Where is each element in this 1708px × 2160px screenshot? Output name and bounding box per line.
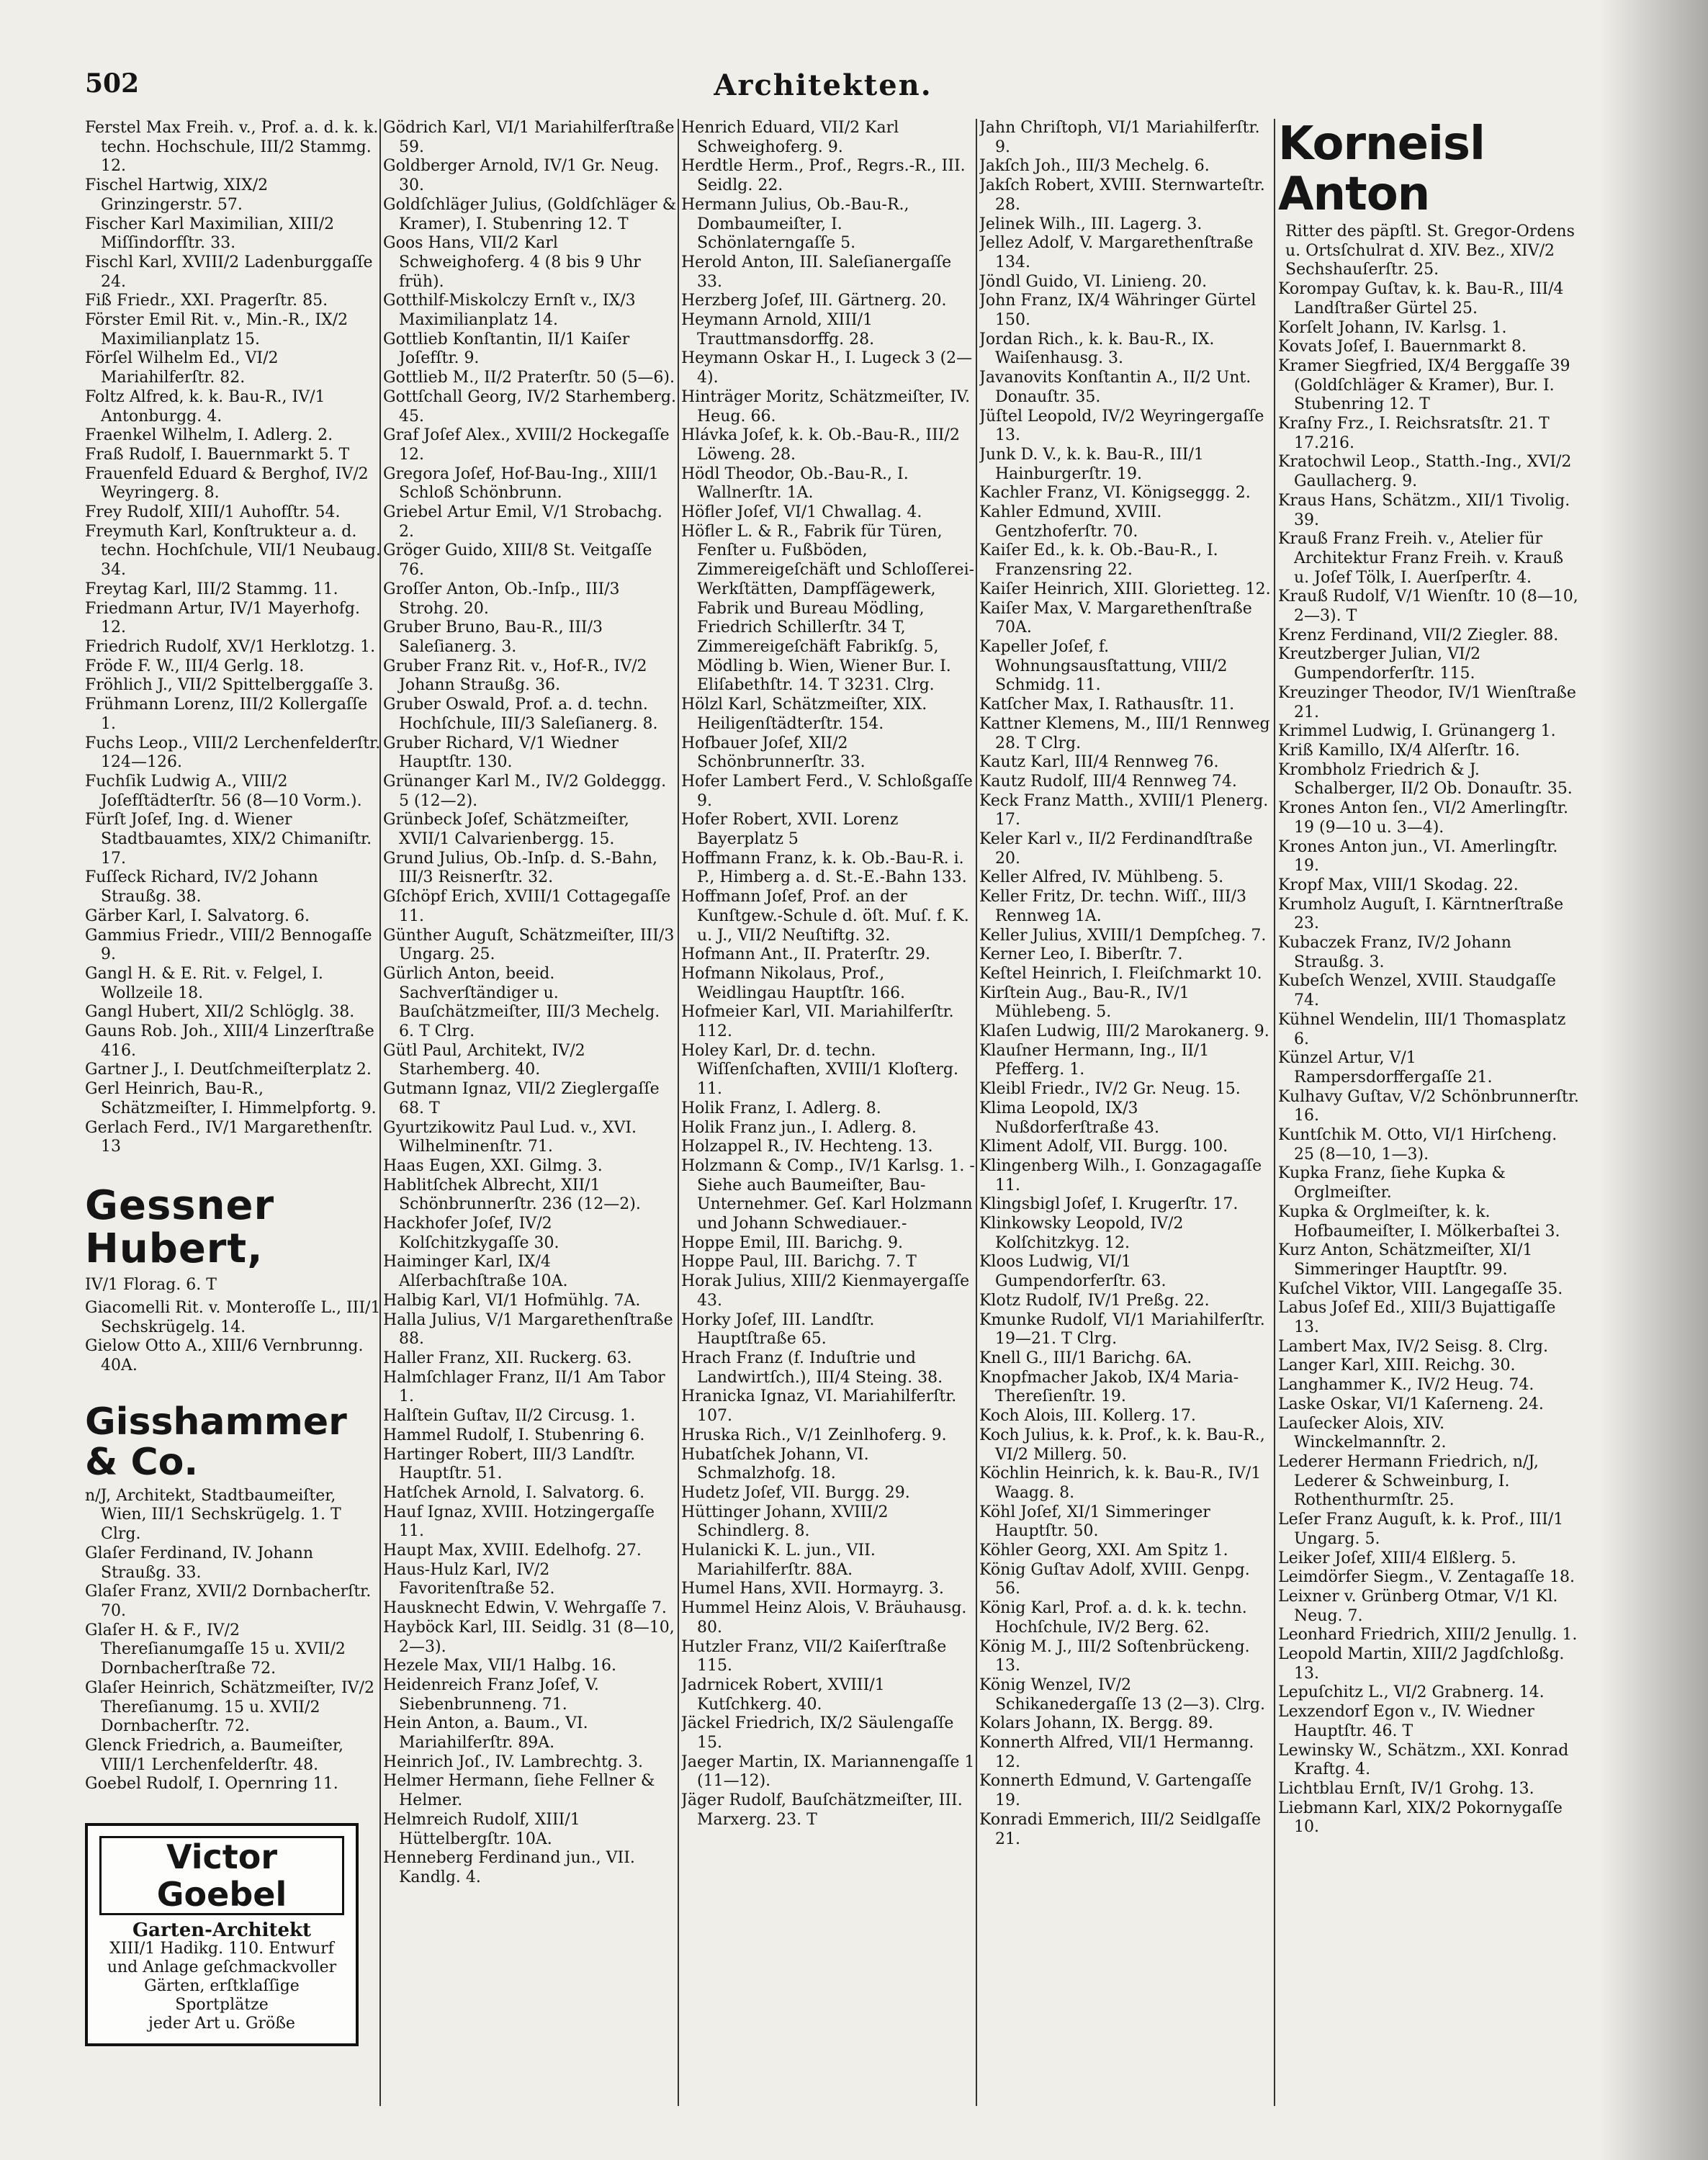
directory-entry: Glaſer Franz, XVII/2 Dornbacherſtr. 70. — [85, 1583, 372, 1620]
directory-entry: Kautz Karl, III/4 Rennweg 76. — [979, 753, 1219, 772]
ad-gessner-name: Gessner Hubert, — [85, 1182, 275, 1272]
directory-entry: Krumholz Auguſt, I. Kärntnerſtraße 23. — [1278, 895, 1564, 933]
directory-entry: Kriß Kamillo, IX/4 Alſerſtr. 16. — [1278, 741, 1520, 760]
directory-entry: Halſtein Guſtav, II/2 Circusg. 1. — [383, 1407, 636, 1426]
directory-entry: Kachler Franz, VI. Königseggg. 2. — [979, 484, 1251, 503]
directory-entry: Ferstel Max Freih. v., Prof. a. d. k. k. techn. Hochschule, III/2 Stammg. 12. — [85, 119, 379, 176]
directory-entry: Gruber Oswald, Prof. a. d. techn. Hochſchule, III/3 Saleſianerg. 8. — [383, 696, 658, 733]
directory-entry: Goebel Rudolf, I. Opernring 11. — [85, 1775, 338, 1794]
directory-entry: Lepuſchitz L., VI/2 Grabnerg. 14. — [1278, 1683, 1545, 1702]
directory-entry: Katſcher Max, I. Rathausſtr. 11. — [979, 696, 1235, 714]
directory-entry: Freytag Karl, III/2 Stammg. 11. — [85, 580, 338, 598]
directory-entry: Knopfmacher Jakob, IX/4 Maria-Thereſienſtr. 19. — [979, 1368, 1239, 1406]
directory-entry: Junk D. V., k. k. Bau-R., III/1 Hainburgerſtr. 19. — [979, 445, 1204, 483]
directory-entry: Klotz Rudolf, IV/1 Preßg. 22. — [979, 1291, 1210, 1310]
directory-entry: Glaſer H. & F., IV/2 Thereſianumgaſſe 15 u. XVII/2 Dornbacherſtraße 72. — [85, 1621, 346, 1678]
directory-entry: Klinkowsky Leopold, IV/2 Kolſchitzkyg. 12. — [979, 1215, 1184, 1252]
ad-goebel-box — [85, 1823, 359, 2046]
page-header — [85, 68, 1561, 112]
directory-entry: Keſtel Heinrich, I. Fleiſchmarkt 10. — [979, 964, 1262, 983]
directory-entry: Gerlach Ferd., IV/1 Margarethenſtr. 13 — [85, 1118, 373, 1156]
directory-entry: Kraſny Frz., I. Reichsratsſtr. 21. T 17.216. — [1278, 415, 1550, 452]
directory-entry: Fröde F. W., III/4 Gerlg. 18. — [85, 657, 305, 675]
directory-entry: Herdtle Herm., Prof., Regrs.-R., III. Seidlg. 22. — [681, 157, 966, 195]
directory-entry: Goldberger Arnold, IV/1 Gr. Neug. 30. — [383, 157, 660, 195]
directory-entry: Fraenkel Wilhelm, I. Adlerg. 2. — [85, 426, 333, 445]
ad-gessner-address: IV/1 Florag. 6. T — [85, 1275, 217, 1294]
directory-entry: Fuſſeck Richard, IV/2 Johann Straußg. 38. — [85, 868, 318, 906]
directory-entry: Kaiſer Ed., k. k. Ob.-Bau-R., I. Franzensring 22. — [979, 541, 1218, 580]
directory-entry: Gottlieb M., II/2 Praterſtr. 50 (5—6). — [383, 369, 675, 387]
directory-entry: Keller Alfred, IV. Mühlbeng. 5. — [979, 868, 1224, 887]
directory-entry: Grünanger Karl M., IV/2 Goldeggg. 5 (12—2). — [383, 772, 667, 810]
ad-goebel-line: jeder Art u. Größe — [148, 2015, 295, 2033]
directory-entry: Krenz Ferdinand, VII/2 Ziegler. 88. — [1278, 626, 1559, 644]
directory-entry: Lexzendorf Egon v., IV. Wiedner Hauptſtr. 46. T — [1278, 1703, 1534, 1740]
directory-entry: Glaſer Ferdinand, IV. Johann Straußg. 33. — [85, 1544, 314, 1582]
directory-entry: Fischl Karl, XVIII/2 Ladenburggaſſe 24. — [85, 253, 373, 291]
directory-entry: Halla Julius, V/1 Margarethenſtraße 88. — [383, 1310, 673, 1349]
directory-entry: Lauſecker Alois, XIV. Winckelmannſtr. 2. — [1278, 1414, 1447, 1452]
directory-entry: Hudetz Joſef, VII. Burgg. 29. — [681, 1483, 910, 1502]
directory-entry: Goos Hans, VII/2 Karl Schweighoferg. 4 (8 bis 9 Uhr früh). — [383, 234, 641, 291]
directory-entry: Köchlin Heinrich, k. k. Bau-R., IV/1 Waagg. 8. — [979, 1464, 1262, 1502]
directory-entry: Gartner J., I. Deutſchmeiſterplatz 2. — [85, 1061, 372, 1079]
directory-entry: Hofmann Nikolaus, Prof., Weidlingau Hauptſtr. 166. — [681, 964, 906, 1002]
directory-entry: Knell G., III/1 Barichg. 6A. — [979, 1349, 1192, 1367]
column-1 — [85, 119, 382, 2106]
directory-entry: Holik Franz jun., I. Adlerg. 8. — [681, 1118, 917, 1137]
directory-entry: Laske Oskar, VI/1 Kaſerneng. 24. — [1278, 1395, 1544, 1413]
directory-entry: Kreutzberger Julian, VI/2 Gumpendorferſtr. 115. — [1278, 645, 1481, 683]
directory-entry: Hubatſchek Johann, VI. Schmalzhofg. 18. — [681, 1445, 869, 1483]
directory-entry: Hoppe Emil, III. Barichg. 9. — [681, 1233, 904, 1252]
directory-entry: Gödrich Karl, VI/1 Mariahilferſtraße 59. — [383, 119, 675, 156]
ad-gisshammer-name: Gisshammer & Co. — [85, 1400, 347, 1484]
directory-entry: Hrach Franz (f. Induſtrie und Landwirtſch.), III/4 Steing. 38. — [681, 1349, 943, 1387]
directory-entry: Förster Emil Rit. v., Min.-R., IX/2 Maximilianplatz 15. — [85, 311, 349, 348]
directory-entry: Jahn Chriſtoph, VI/1 Mariahilferſtr. 9. — [979, 119, 1260, 156]
directory-entry: Fürſt Joſef, Ing. d. Wiener Stadtbauamtes, XIX/2 Chimaniſtr. 17. — [85, 811, 372, 868]
directory-entry: Hulanicki K. L. jun., VII. Mariahilferſtr. 88A. — [681, 1542, 876, 1579]
directory-entry: Fuchs Leop., VIII/2 Lerchenfelderſtr. 124—126. — [85, 734, 381, 772]
directory-entry: Jäger Rudolf, Bauſchätzmeiſter, III. Marxerg. 23. T — [681, 1791, 963, 1829]
directory-entry: Keck Franz Matth., XVIII/1 Plenerg. 17. — [979, 791, 1269, 829]
directory-entry: Förſel Wilhelm Ed., VI/2 Mariahilferſtr. 82. — [85, 349, 279, 387]
directory-entry: Klaſen Ludwig, III/2 Marokanerg. 9. — [979, 1022, 1269, 1041]
directory-entry: Kleibl Friedr., IV/2 Gr. Neug. 15. — [979, 1080, 1241, 1099]
entry-list — [383, 119, 680, 1888]
directory-entry: Hartinger Robert, III/3 Landſtr. Hauptſtr. 51. — [383, 1445, 636, 1483]
directory-entry: Fischel Hartwig, XIX/2 Grinzingerstr. 57. — [85, 176, 269, 214]
directory-entry: Günther Auguſt, Schätzmeiſter, III/3 Ungarg. 25. — [383, 926, 675, 964]
directory-entry: König M. J., III/2 Soſtenbrückeng. 13. — [979, 1637, 1250, 1675]
directory-entry: Höfler Joſef, VI/1 Chwallag. 4. — [681, 503, 922, 522]
entry-list — [85, 1299, 382, 1376]
directory-entry: Hermann Julius, Ob.-Bau-R., Dombaumeiſter, I. Schönlaterngaſſe 5. — [681, 195, 909, 253]
directory-entry: Friedmann Artur, IV/1 Mayerhofg. 12. — [85, 599, 360, 637]
directory-entry: Gütl Paul, Architekt, IV/2 Starhemberg. 40. — [383, 1041, 585, 1079]
directory-entry: Lederer Hermann Friedrich, n/J, Lederer & Schweinburg, I. Rothenthurmſtr. 25. — [1278, 1453, 1539, 1510]
directory-entry: Horak Julius, XIII/2 Kienmayergaſſe 43. — [681, 1272, 970, 1310]
directory-entry: Frey Rudolf, XIII/1 Auhofſtr. 54. — [85, 503, 341, 522]
directory-entry: Hüttinger Johann, XVIII/2 Schindlerg. 8. — [681, 1503, 889, 1541]
ad-goebel-name: Victor Goebel — [99, 1836, 344, 1915]
directory-entry: Klima Leopold, IX/3 Nußdorferſtraße 43. — [979, 1099, 1159, 1137]
directory-entry: Frühmann Lorenz, III/2 Kollergaſſe 1. — [85, 696, 368, 733]
directory-entry: Graf Joſef Alex., XVIII/2 Hockegaſſe 12. — [383, 426, 670, 464]
directory-entry: Köhler Georg, XXI. Am Spitz 1. — [979, 1542, 1228, 1560]
directory-entry: Glenck Friedrich, a. Baumeiſter, VIII/1 Lerchenfelderſtr. 48. — [85, 1736, 343, 1774]
directory-entry: Konnerth Edmund, V. Gartengaſſe 19. — [979, 1772, 1252, 1810]
directory-entry: Gürlich Anton, beeid. Sachverſtändiger u. Bauſchätzmeiſter, III/3 Mechelg. 6. T Clrg. — [383, 964, 660, 1041]
directory-entry: Kubaczek Franz, IV/2 Johann Straußg. 3. — [1278, 934, 1511, 971]
directory-entry: Gärber Karl, I. Salvatorg. 6. — [85, 906, 310, 925]
directory-entry: Gammius Friedr., VIII/2 Bennogaſſe 9. — [85, 926, 372, 964]
directory-entry: Kaiſer Heinrich, XIII. Glorietteg. 12. — [979, 580, 1271, 598]
directory-entry: Hofer Robert, XVII. Lorenz Bayerplatz 5 — [681, 811, 899, 849]
directory-entry: Jadrnicek Robert, XVIII/1 Kutſchkerg. 40. — [681, 1675, 885, 1714]
directory-entry: Kloos Ludwig, VI/1 Gumpendorferſtr. 63. — [979, 1253, 1167, 1291]
directory-entry: Heymann Oskar H., I. Lugeck 3 (2—4). — [681, 349, 973, 387]
directory-entry: Jüſtel Leopold, IV/2 Weyringergaſſe 13. — [979, 407, 1264, 445]
directory-entry: Kubeſch Wenzel, XVIII. Staudgaſſe 74. — [1278, 972, 1556, 1010]
directory-entry: Haus-Hulz Karl, IV/2 Favoritenſtraße 52. — [383, 1560, 555, 1598]
directory-entry: Kahler Edmund, XVIII. Gentzhoferſtr. 70. — [979, 503, 1162, 541]
directory-entry: Kuntſchik M. Otto, VI/1 Hirſcheng. 25 (8—10, 1—3). — [1278, 1126, 1558, 1164]
directory-entry: Henneberg Ferdinand jun., VII. Kandlg. 4. — [383, 1849, 635, 1886]
directory-entry: Kratochwil Leop., Statth.-Ing., XVI/2 Gaullacherg. 9. — [1278, 453, 1572, 491]
directory-entry: Höfler L. & R., Fabrik für Türen, Fenſter u. Fußböden, Zimmereigeſchäft und Schloſſerei-Werkſtätten, Dampfſägewerk, Fabrik und Bureau Mödling, Friedrich Schillerſtr. 34 T, Zimmereigeſchäft Fabrikſg. 5, Mödling b. Wien, Wiener Bur. I. Eliſabethſtr. 14. T 3231. Clrg. — [681, 522, 975, 695]
directory-entry: Jöndl Guido, VI. Linieng. 20. — [979, 272, 1208, 291]
directory-entry: Kautz Rudolf, III/4 Rennweg 74. — [979, 772, 1237, 791]
directory-entry: Krauß Rudolf, V/1 Wienſtr. 10 (8—10, 2—3). T — [1278, 588, 1578, 626]
directory-entry: Hölzl Karl, Schätzmeiſter, XIX. Heiligenſtädterſtr. 154. — [681, 696, 927, 733]
entry-list — [1278, 280, 1581, 1837]
directory-entry: König Karl, Prof. a. d. k. k. techn. Hochſchule, IV/2 Berg. 62. — [979, 1599, 1247, 1637]
directory-entry: Labus Joſef Ed., XIII/3 Bujattigaſſe 13. — [1278, 1299, 1556, 1337]
directory-entry: Kupka Franz, ſiehe Kupka & Orglmeiſter. — [1278, 1164, 1506, 1202]
directory-entry: Kuſchel Viktor, VIII. Langegaſſe 35. — [1278, 1279, 1563, 1298]
directory-entry: Korſelt Johann, IV. Karlsg. 1. — [1278, 318, 1507, 337]
column-3 — [681, 119, 978, 2106]
directory-entry: Holzappel R., IV. Hechteng. 13. — [681, 1138, 933, 1156]
directory-entry: Holzmann & Comp., IV/1 Karlsg. 1. -Siehe auch Baumeiſter, Bau-Unternehmer. Geſ. Karl Holzmann und Johann Schwediauer.- — [681, 1156, 975, 1233]
entry-list — [85, 119, 382, 1157]
directory-entry: Foltz Alfred, k. k. Bau-R., IV/1 Antonburgg. 4. — [85, 387, 325, 426]
directory-entry: Freymuth Karl, Konſtrukteur a. d. techn. Hochſchule, VII/1 Neubaug. 34. — [85, 522, 381, 580]
directory-entry: Langer Karl, XIII. Reichg. 30. — [1278, 1356, 1516, 1375]
directory-entry: Lewinsky W., Schätzm., XXI. Konrad Kraftg. 4. — [1278, 1741, 1569, 1779]
directory-entry: Hoffmann Franz, k. k. Ob.-Bau-R. i. P., Himberg a. d. St.-E.-Bahn 133. — [681, 849, 967, 887]
directory-entry: Fischer Karl Maximilian, XIII/2 Miſſindorfſtr. 33. — [85, 215, 335, 253]
directory-entry: Leiker Joſef, XIII/4 Elßlerg. 5. — [1278, 1549, 1516, 1567]
directory-entry: Heidenreich Franz Joſef, V. Siebenbrunneng. 71. — [383, 1675, 599, 1714]
directory-entry: Javanovits Konſtantin A., II/2 Unt. Donauſtr. 35. — [979, 369, 1251, 406]
directory-entry: Hoffmann Joſef, Prof. an der Kunſtgew.-Schule d. öſt. Muſ. f. K. u. J., VII/2 Neuſtiftg. 32. — [681, 888, 969, 945]
directory-entry: Jelinek Wilh., III. Lagerg. 3. — [979, 215, 1203, 233]
directory-entry: Gottſchall Georg, IV/2 Starhemberg. 45. — [383, 387, 677, 426]
directory-entry: Henrich Eduard, VII/2 Karl Schweighoferg. 9. — [681, 119, 899, 156]
directory-entry: Haas Eugen, XXI. Gilmg. 3. — [383, 1156, 603, 1175]
directory-entry: Gruber Bruno, Bau-R., III/3 Saleſianerg. 3. — [383, 618, 603, 656]
directory-entry: Konnerth Alfred, VII/1 Hermanng. 12. — [979, 1734, 1254, 1771]
directory-entry: Hoppe Paul, III. Barichg. 7. T — [681, 1253, 917, 1272]
directory-entry: Glaſer Heinrich, Schätzmeiſter, IV/2 Thereſianumg. 15 u. XVII/2 Dornbacherſtr. 72. — [85, 1678, 374, 1736]
directory-entry: Hablitſchek Albrecht, XII/1 Schönbrunnerſtr. 236 (12—2). — [383, 1176, 641, 1214]
directory-entry: Helmer Hermann, ſiehe Fellner & Helmer. — [383, 1772, 655, 1810]
directory-entry: Gutmann Ignaz, VII/2 Zieglergaſſe 68. T — [383, 1080, 660, 1117]
directory-entry: Hofbauer Joſef, XII/2 Schönbrunnerſtr. 33. — [681, 734, 866, 772]
ad-gisshammer-text: n/J, Architekt, Stadtbaumeiſter, Wien, III/1 Sechskrügelg. 1. T Clrg. — [85, 1486, 341, 1544]
directory-entry: Kaiſer Max, V. Margarethenſtraße 70A. — [979, 599, 1252, 637]
directory-entry: Fraß Rudolf, I. Bauernmarkt 5. T — [85, 445, 350, 464]
directory-entry: Herold Anton, III. Saleſianergaſſe 33. — [681, 253, 952, 291]
directory-entry: Kapeller Joſef, f. Wohnungsausſtattung, VIII/2 Schmidg. 11. — [979, 637, 1228, 695]
entry-list — [85, 1544, 382, 1794]
directory-entry: Holey Karl, Dr. d. techn. Wiſſenſchaften, XVIII/1 Kloſterg. 11. — [681, 1041, 958, 1099]
directory-entry: Jaeger Martin, IX. Mariannengaſſe 1 (11—12). — [681, 1752, 975, 1791]
directory-entry: Hlávka Joſef, k. k. Ob.-Bau-R., III/2 Löweng. 28. — [681, 426, 960, 464]
directory-entry: Hackhofer Joſef, IV/2 Kolſchitzkygaſſe 30. — [383, 1215, 559, 1252]
directory-entry: Leimdörfer Siegm., V. Zentagaſſe 18. — [1278, 1568, 1576, 1587]
directory-entry: Jellez Adolf, V. Margarethenſtraße 134. — [979, 234, 1254, 271]
directory-entry: Krimmel Ludwig, I. Grünangerg 1. — [1278, 722, 1556, 741]
directory-entry: Kramer Siegfried, IX/4 Berggaſſe 39 (Goldſchläger & Kramer), Bur. I. Stubenring 12. T — [1278, 356, 1570, 414]
directory-entry: Gröger Guido, XIII/8 St. Veitgaſſe 76. — [383, 541, 652, 580]
directory-entry: Korompay Guſtav, k. k. Bau-R., III/4 Landſtraßer Gürtel 25. — [1278, 280, 1564, 318]
directory-entry: Kirſtein Aug., Bau-R., IV/1 Mühlebeng. 5. — [979, 984, 1190, 1022]
directory-entry: Hein Anton, a. Baum., VI. Mariahilferſtr. 89A. — [383, 1714, 588, 1752]
directory-entry: Gruber Franz Rit. v., Hof-R., IV/2 Johann Straußg. 36. — [383, 657, 647, 695]
ad-goebel-line: Gärten, erſtklaſſige Sportplätze — [144, 1977, 300, 2015]
directory-entry: Hinträger Moritz, Schätzmeiſter, IV. Heug. 66. — [681, 387, 971, 426]
entry-list — [979, 119, 1276, 1849]
column-4 — [979, 119, 1276, 2106]
directory-entry: Klingenberg Wilh., I. Gonzagagaſſe 11. — [979, 1156, 1262, 1194]
directory-entry: Leonhard Friedrich, XIII/2 Jenullg. 1. — [1278, 1626, 1578, 1644]
page-number: 502 — [85, 68, 140, 99]
directory-entry: Heymann Arnold, XIII/1 Trauttmansdorffg. 28. — [681, 311, 875, 348]
directory-entry: Künzel Artur, V/1 Rampersdorffergaſſe 21. — [1278, 1049, 1493, 1086]
ad-goebel-sub: Garten-Architekt — [132, 1920, 312, 1942]
directory-entry: Jordan Rich., k. k. Bau-R., IX. Waiſenhausg. 3. — [979, 330, 1215, 368]
directory-entry: Fuchſik Ludwig A., VIII/2 Joſefſtädterſtr. 56 (8—10 Vorm.). — [85, 772, 362, 810]
directory-entry: Jakſch Robert, XVIII. Sternwarteſtr. 28. — [979, 176, 1265, 214]
directory-entry: Kattner Klemens, M., III/1 Rennweg 28. T Clrg. — [979, 714, 1270, 752]
directory-entry: Griebel Artur Emil, V/1 Strobachg. 2. — [383, 503, 662, 541]
directory-entry: Gyurtzikowitz Paul Lud. v., XVI. Wilhelminenſtr. 71. — [383, 1118, 637, 1156]
directory-entry: Fiß Friedr., XXI. Pragerſtr. 85. — [85, 292, 328, 310]
directory-entry: Haupt Max, XVIII. Edelhofg. 27. — [383, 1542, 642, 1560]
directory-entry: Keller Fritz, Dr. techn. Wiſſ., III/3 Rennweg 1A. — [979, 888, 1246, 925]
directory-entry: Hummel Heinz Alois, V. Bräuhausg. 80. — [681, 1599, 967, 1637]
directory-entry: Gangl H. & E. Rit. v. Felgel, I. Wollzeile 18. — [85, 964, 323, 1002]
ad-korneisl-name: Korneisl Anton — [1278, 119, 1485, 221]
directory-entry: Hatſchek Arnold, I. Salvatorg. 6. — [383, 1483, 645, 1502]
directory-entry: Frauenfeld Eduard & Berghof, IV/2 Weyringerg. 8. — [85, 464, 369, 503]
directory-entry: Lichtblau Ernſt, IV/1 Grohg. 13. — [1278, 1779, 1534, 1798]
directory-entry: Kliment Adolf, VII. Burgg. 100. — [979, 1138, 1228, 1156]
directory-entry: Giacomelli Rit. v. Monteroſſe L., III/1 Sechskrügelg. 14. — [85, 1298, 381, 1336]
directory-entry: Gregora Joſef, Hof-Bau-Ing., XIII/1 Schloß Schönbrunn. — [383, 464, 659, 503]
directory-entry: Humel Hans, XVII. Hormayrg. 3. — [681, 1580, 944, 1598]
directory-entry: Hruska Rich., V/1 Zeinlhoferg. 9. — [681, 1426, 947, 1444]
directory-entry: Hausknecht Edwin, V. Wehrgaſſe 7. — [383, 1599, 667, 1618]
directory-entry: Klauſner Hermann, Ing., II/1 Pfefferg. 1. — [979, 1041, 1210, 1079]
directory-entry: Haller Franz, XII. Ruckerg. 63. — [383, 1349, 632, 1367]
directory-entry: Kulhavy Guſtav, V/2 Schönbrunnerſtr. 16. — [1278, 1087, 1579, 1125]
directory-entry: Koch Julius, k. k. Prof., k. k. Bau-R., VI/2 Millerg. 50. — [979, 1426, 1265, 1464]
directory-entry: Jakſch Joh., III/3 Mechelg. 6. — [979, 157, 1210, 176]
directory-entry: Köhl Joſef, XI/1 Simmeringer Hauptſtr. 50. — [979, 1503, 1210, 1541]
column-5 — [1278, 119, 1581, 2106]
directory-entry: Kolars Johann, IX. Bergg. 89. — [979, 1714, 1213, 1733]
directory-entry: Gauns Rob. Joh., XIII/4 Linzerſtraße 416. — [85, 1022, 374, 1060]
directory-entry: Helmreich Rudolf, XIII/1 Hüttelbergſtr. 10A. — [383, 1810, 580, 1848]
directory-entry: Friedrich Rudolf, XV/1 Herklotzg. 1. — [85, 637, 376, 656]
directory-entry: Leſer Franz Auguſt, k. k. Prof., III/1 Ungarg. 5. — [1278, 1511, 1564, 1548]
directory-entry: Liebmann Karl, XIX/2 Pokornygaſſe 10. — [1278, 1799, 1563, 1837]
directory-entry: Groſſer Anton, Ob.-Inſp., III/3 Strohg. 20. — [383, 580, 620, 618]
directory-entry: Hutzler Franz, VII/2 Kaiſerſtraße 115. — [681, 1637, 947, 1675]
directory-entry: Gotthilf-Miskolczy Ernſt v., IX/3 Maximilianplatz 14. — [383, 292, 636, 330]
directory-entry: Gielow Otto A., XIII/6 Vernbrunng. 40A. — [85, 1337, 364, 1375]
directory-entry: Hödl Theodor, Ob.-Bau-R., I. Wallnerſtr. 1A. — [681, 464, 909, 503]
directory-entry: Hranicka Ignaz, VI. Mariahilferſtr. 107. — [681, 1387, 957, 1426]
directory-entry: Krombholz Friedrich & J. Schalberger, II/2 Ob. Donauſtr. 35. — [1278, 760, 1573, 798]
directory-entry: Kerner Leo, I. Biberſtr. 7. — [979, 945, 1183, 964]
directory-entry: Gottlieb Konſtantin, II/1 Kaiſer Joſefſtr. 9. — [383, 330, 630, 368]
directory-entry: Lambert Max, IV/2 Seisg. 8. Clrg. — [1278, 1337, 1548, 1356]
directory-entry: Konradi Emmerich, III/2 Seidlgaſſe 21. — [979, 1810, 1262, 1848]
directory-entry: Grund Julius, Ob.-Inſp. d. S.-Bahn, III/3 Reisnerſtr. 32. — [383, 849, 658, 887]
directory-entry: Hezele Max, VII/1 Halbg. 16. — [383, 1657, 617, 1675]
directory-entry: Hammel Rudolf, I. Stubenring 6. — [383, 1426, 645, 1444]
directory-entry: Kreuzinger Theodor, IV/1 Wienſtraße 21. — [1278, 683, 1576, 721]
directory-entry: König Guſtav Adolf, XVIII. Genpg. 56. — [979, 1560, 1250, 1598]
directory-entry: Horky Joſef, III. Landſtr. Hauptſtraße 65. — [681, 1310, 875, 1349]
directory-entry: Heinrich Joſ., IV. Lambrechtg. 3. — [383, 1752, 643, 1771]
directory-entry: Kovats Joſef, I. Bauernmarkt 8. — [1278, 338, 1527, 356]
directory-entry: Leopold Martin, XIII/2 Jagdſchloßg. 13. — [1278, 1645, 1565, 1683]
directory-entry: Jäckel Friedrich, IX/2 Säulengaſſe 15. — [681, 1714, 954, 1752]
directory-entry: Gangl Hubert, XII/2 Schlöglg. 38. — [85, 1003, 355, 1022]
ad-korneisl-desc: Ritter des päpſtl. St. Gregor-Ordens u. Ortsſchulrat d. XIV. Bez., XIV/2 Sechshauſerſtr. 25. — [1285, 222, 1575, 279]
entry-list — [681, 119, 978, 1830]
directory-entry: Kühnel Wendelin, III/1 Thomasplatz 6. — [1278, 1010, 1566, 1048]
directory-entry: Krauß Franz Freih. v., Atelier für Architektur Franz Freih. v. Krauß u. Joſef Tölk, I. Auerſperſtr. 4. — [1278, 530, 1564, 587]
directory-entry: Hayböck Karl, III. Seidlg. 31 (8—10, 2—3). — [383, 1618, 675, 1656]
directory-entry: Grünbeck Joſef, Schätzmeiſter, XVII/1 Calvarienbergg. 15. — [383, 811, 629, 849]
directory-entry: Kmunke Rudolf, VI/1 Mariahilferſtr. 19—21. T Clrg. — [979, 1310, 1265, 1349]
directory-entry: Gſchöpf Erich, XVIII/1 Cottagegaſſe 11. — [383, 888, 671, 925]
directory-entry: Kraus Hans, Schätzm., XII/1 Tivolig. 39. — [1278, 491, 1570, 529]
directory-entry: Krones Anton jun., VI. Amerlingſtr. 19. — [1278, 837, 1558, 876]
directory-entry: Koch Alois, III. Kollerg. 17. — [979, 1407, 1196, 1426]
directory-entry: Hofmeier Karl, VII. Mariahilferſtr. 112. — [681, 1003, 954, 1041]
directory-entry: Haiminger Karl, IX/4 Alſerbachſtraße 10A. — [383, 1253, 568, 1291]
directory-entry: Holik Franz, I. Adlerg. 8. — [681, 1099, 881, 1117]
directory-entry: Keler Karl v., II/2 Ferdinandſtraße 20. — [979, 830, 1253, 868]
directory-entry: Hofer Lambert Ferd., V. Schloßgaſſe 9. — [681, 772, 973, 810]
directory-entry: Gruber Richard, V/1 Wiedner Hauptſtr. 130. — [383, 734, 619, 772]
directory-entry: Langhammer K., IV/2 Heug. 74. — [1278, 1376, 1534, 1395]
directory-entry: Goldſchläger Julius, (Goldſchläger & Kramer), I. Stubenring 12. T — [383, 195, 677, 233]
directory-entry: Leixner v. Grünberg Otmar, V/1 Kl. Neug. 7. — [1278, 1587, 1558, 1625]
directory-entry: Halbig Karl, VI/1 Hofmühlg. 7A. — [383, 1291, 641, 1310]
ad-goebel-line: XIII/1 Hadikg. 110. Entwurf und Anlage geſchmackvoller — [107, 1940, 337, 1977]
directory-entry: Gerl Heinrich, Bau-R., Schätzmeiſter, I. Himmelpfortg. 9. — [85, 1080, 377, 1117]
directory-entry: John Franz, IX/4 Währinger Gürtel 150. — [979, 292, 1257, 330]
directory-entry: Herzberg Joſef, III. Gärtnerg. 20. — [681, 292, 947, 310]
directory-entry: Klingsbigl Joſef, I. Krugerſtr. 17. — [979, 1195, 1239, 1214]
directory-entry: König Wenzel, IV/2 Schikanedergaſſe 13 (2—3). Clrg. — [979, 1675, 1265, 1714]
directory-entry: Kropf Max, VIII/1 Skodag. 22. — [1278, 876, 1519, 894]
directory-entry: Krones Anton ſen., VI/2 Amerlingſtr. 19 (9—10 u. 3—4). — [1278, 799, 1568, 837]
directory-entry: Kupka & Orglmeiſter, k. k. Hofbaumeiſter, I. Mölkerbaſtei 3. — [1278, 1202, 1560, 1241]
directory-entry: Halmſchlager Franz, II/1 Am Tabor 1. — [383, 1368, 665, 1406]
column-2 — [383, 119, 680, 2106]
directory-entry: Kurz Anton, Schätzmeiſter, XI/1 Simmeringer Hauptſtr. 99. — [1278, 1241, 1533, 1279]
directory-entry: Keller Julius, XVIII/1 Dempſcheg. 7. — [979, 926, 1267, 945]
directory-entry: Hauf Ignaz, XVIII. Hotzingergaſſe 11. — [383, 1503, 655, 1541]
running-title: Architekten. — [714, 68, 932, 102]
directory-entry: Fröhlich J., VII/2 Spittelberggaſſe 3. — [85, 676, 374, 695]
directory-entry: Hofmann Ant., II. Praterſtr. 29. — [681, 945, 930, 964]
